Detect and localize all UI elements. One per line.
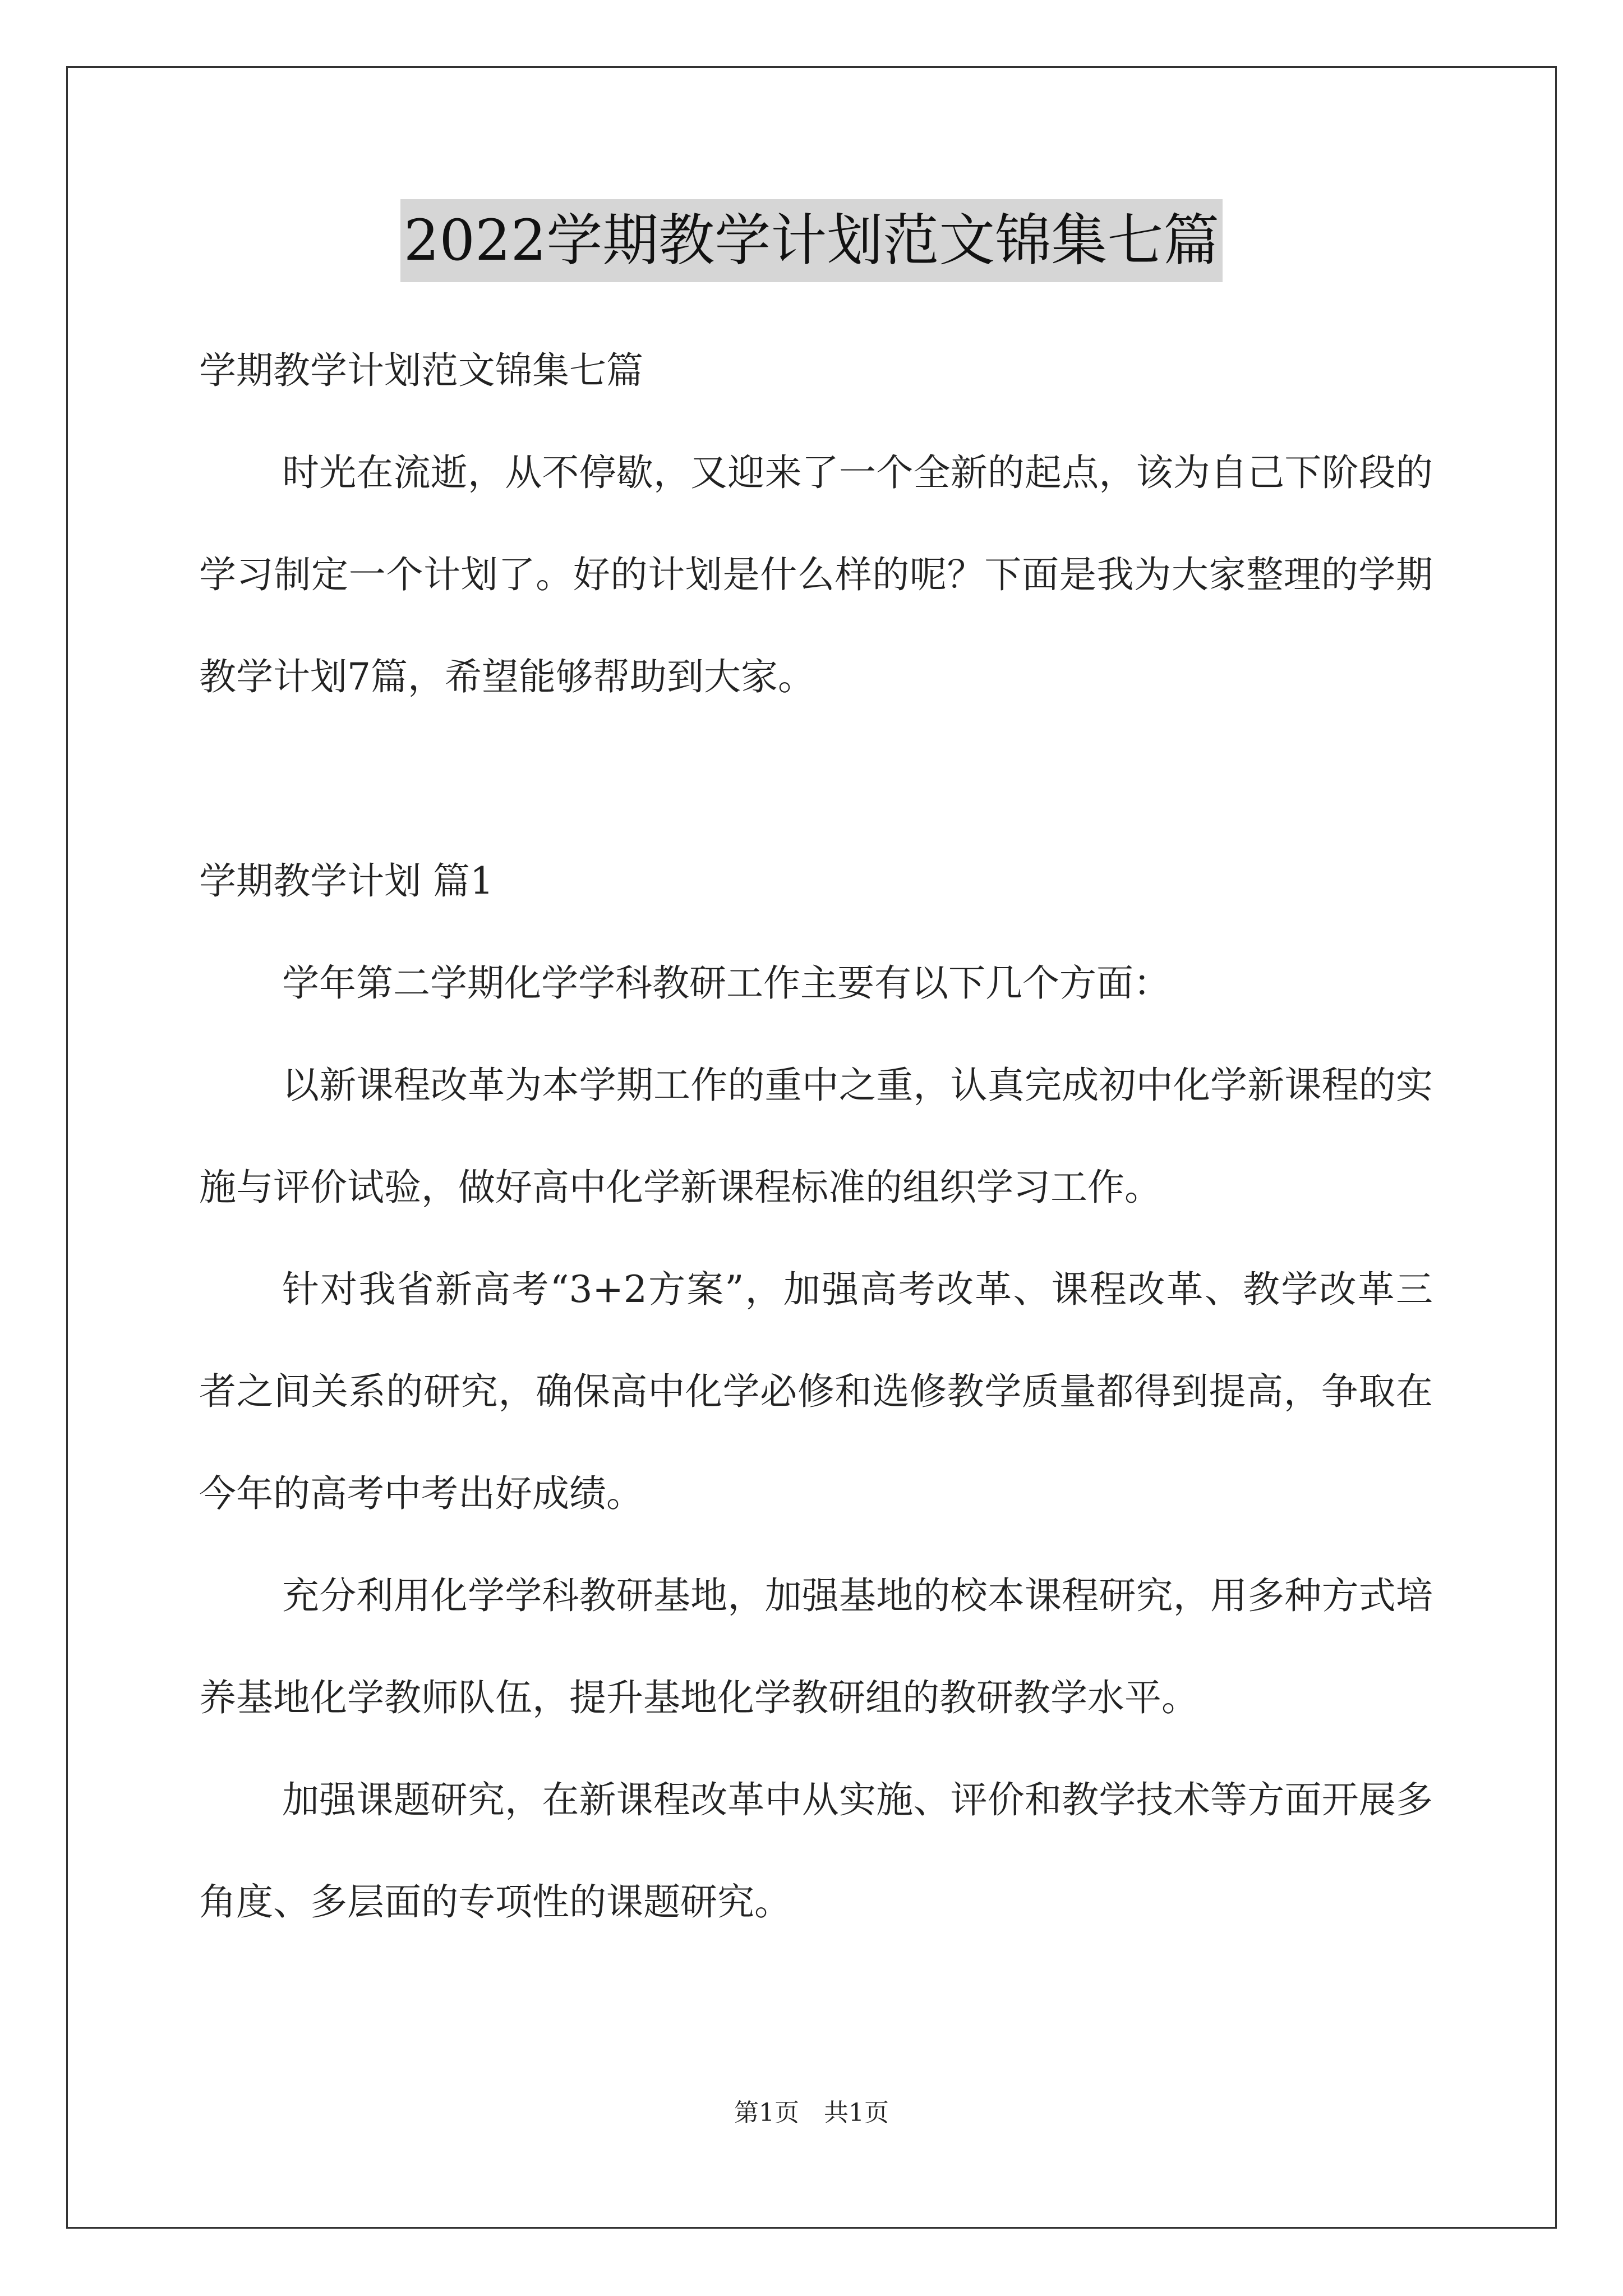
title-wrapper — [0, 199, 1623, 282]
body-paragraph-5: 加强课题研究，在新课程改革中从实施、评价和教学技术等方面开展多角度、多层面的专项性的课题研究。 — [199, 1778, 1433, 1924]
intro-paragraph: 时光在流逝，从不停歇，又迎来了一个全新的起点，该为自己下阶段的学习制定一个计划了。好的计划是什么样的呢？下面是我为大家整理的学期教学计划7篇，希望能够帮助到大家。 — [199, 451, 1433, 698]
page-footer: 第1页 共1页 — [734, 2099, 889, 2127]
body-paragraph-2: 以新课程改革为本学期工作的重中之重，认真完成初中化学新课程的实施与评价试验，做好高中化学新课程标准的组织学习工作。 — [199, 1064, 1433, 1209]
body-paragraph-3: 针对我省新高考“3+2方案”，加强高考改革、课程改革、教学改革三者之间关系的研究，确保高中化学必修和选修教学质量都得到提高，争取在今年的高考中考出好成绩。 — [199, 1268, 1433, 1515]
body-paragraph-1: 学年第二学期化学学科教研工作主要有以下几个方面： — [282, 961, 1170, 1005]
section-heading: 学期教学计划 篇1 — [199, 859, 494, 903]
document-body — [199, 320, 1433, 1953]
document-subtitle: 学期教学计划范文锦集七篇 — [199, 349, 643, 392]
document-title: 2022学期教学计划范文锦集七篇 — [400, 199, 1223, 282]
body-paragraph-4: 充分利用化学学科教研基地，加强基地的校本课程研究，用多种方式培养基地化学教师队伍，提升基地化学教研组的教研教学水平。 — [199, 1574, 1433, 1719]
